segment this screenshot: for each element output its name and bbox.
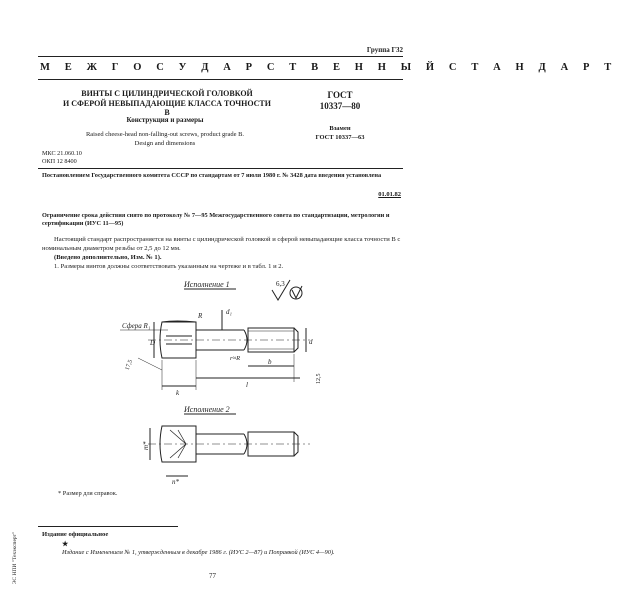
label-d1: d₁ — [226, 308, 232, 316]
scope-paragraph: Настоящий стандарт распространяется на винты с цилиндрической головкой и сферой невыпадающие класса точности В с номинальным диаметром резьбы от 2,5 до 12 мм. — [42, 236, 401, 252]
angle-leader — [138, 358, 162, 370]
decree-text: Постановлением Государственного комитета СССР по стандартам от 7 июля 1980 г. № 3428 дата введения установлена — [42, 172, 382, 179]
execution-1-label: Исполнение 1 — [184, 280, 230, 289]
label-roughness-2: 12,5 — [316, 373, 322, 384]
footnote: * Размер для справок. — [58, 490, 118, 497]
gost-value: 10337—80 — [319, 101, 361, 111]
star-icon: ★ — [62, 540, 69, 548]
gost-label: ГОСТ — [327, 90, 353, 100]
banner-rule — [38, 79, 403, 80]
group-code: Группа Г32 — [366, 46, 403, 54]
page-number: 77 — [209, 572, 216, 580]
label-b: b — [268, 358, 272, 366]
label-n: n* — [172, 478, 179, 486]
label-k: k — [176, 389, 180, 397]
title-line-2: И СФЕРОЙ НЕВЫПАДАЮЩИЕ КЛАССА ТОЧНОСТИ В — [63, 98, 271, 117]
gost-number — [290, 90, 390, 112]
effective-date: 01.01.82 — [378, 191, 401, 198]
label-m: m* — [142, 441, 150, 450]
sphere-label: Сфера R₁ — [122, 322, 151, 330]
edition-label: Издание официальное — [42, 531, 109, 538]
subtitle: Конструкция и размеры — [126, 116, 204, 124]
replaces-block — [290, 125, 390, 142]
edition-note: Издание с Изменением № 1, утвержденным в декабре 1986 г. (ИУС 2—87) и Поправкой (ИУС 4—90). — [62, 549, 335, 556]
replaces-value: ГОСТ 10337—63 — [315, 133, 365, 141]
top-rule — [38, 56, 403, 57]
label-angle: 17,5 — [124, 359, 134, 372]
english-title — [60, 130, 270, 148]
label-R: R — [198, 312, 203, 320]
roughness-value: 6,3 — [276, 280, 285, 288]
english-line-1: Raised cheese-head non-falling-out screws, product grade B. — [85, 131, 245, 138]
mks-code: МКС 21.060.10 — [42, 150, 82, 157]
section-rule — [38, 168, 403, 169]
label-r: r≈R — [230, 355, 241, 362]
okp-code: ОКП 12 8400 — [42, 158, 77, 165]
document-title — [62, 89, 272, 118]
label-d: d — [309, 338, 313, 346]
replaces-label: Взамен — [329, 125, 351, 132]
execution-2-label: Исполнение 2 — [184, 405, 230, 414]
standard-banner: М Е Ж Г О С У Д А Р С Т В Е Н Н Ы Й С Т А Н Д А Р Т — [40, 62, 617, 73]
dimensions-paragraph: 1. Размеры винтов должны соответствовать указанным на чертеже и в табл. 1 и 2. — [54, 263, 284, 270]
edition-rule — [38, 526, 178, 527]
limit-text: Ограничение срока действия снято по протоколу № 7—95 Межгосударственного совета по стандартизации, метрологии и сертификации (ИУС 11—95) — [42, 212, 390, 228]
label-D: D — [150, 339, 156, 347]
title-line-1: ВИНТЫ С ЦИЛИНДРИЧЕСКОЙ ГОЛОВКОЙ — [81, 89, 253, 98]
english-line-2: Design and dimensions — [134, 140, 196, 147]
side-watermark: ЭС НПИ "Техэксперт" — [12, 531, 18, 585]
screw-drawing — [0, 270, 425, 485]
introduced-note: (Введено дополнительно, Изм. № 1). — [54, 254, 162, 261]
classification-codes — [42, 150, 82, 166]
label-l: l — [246, 381, 248, 389]
